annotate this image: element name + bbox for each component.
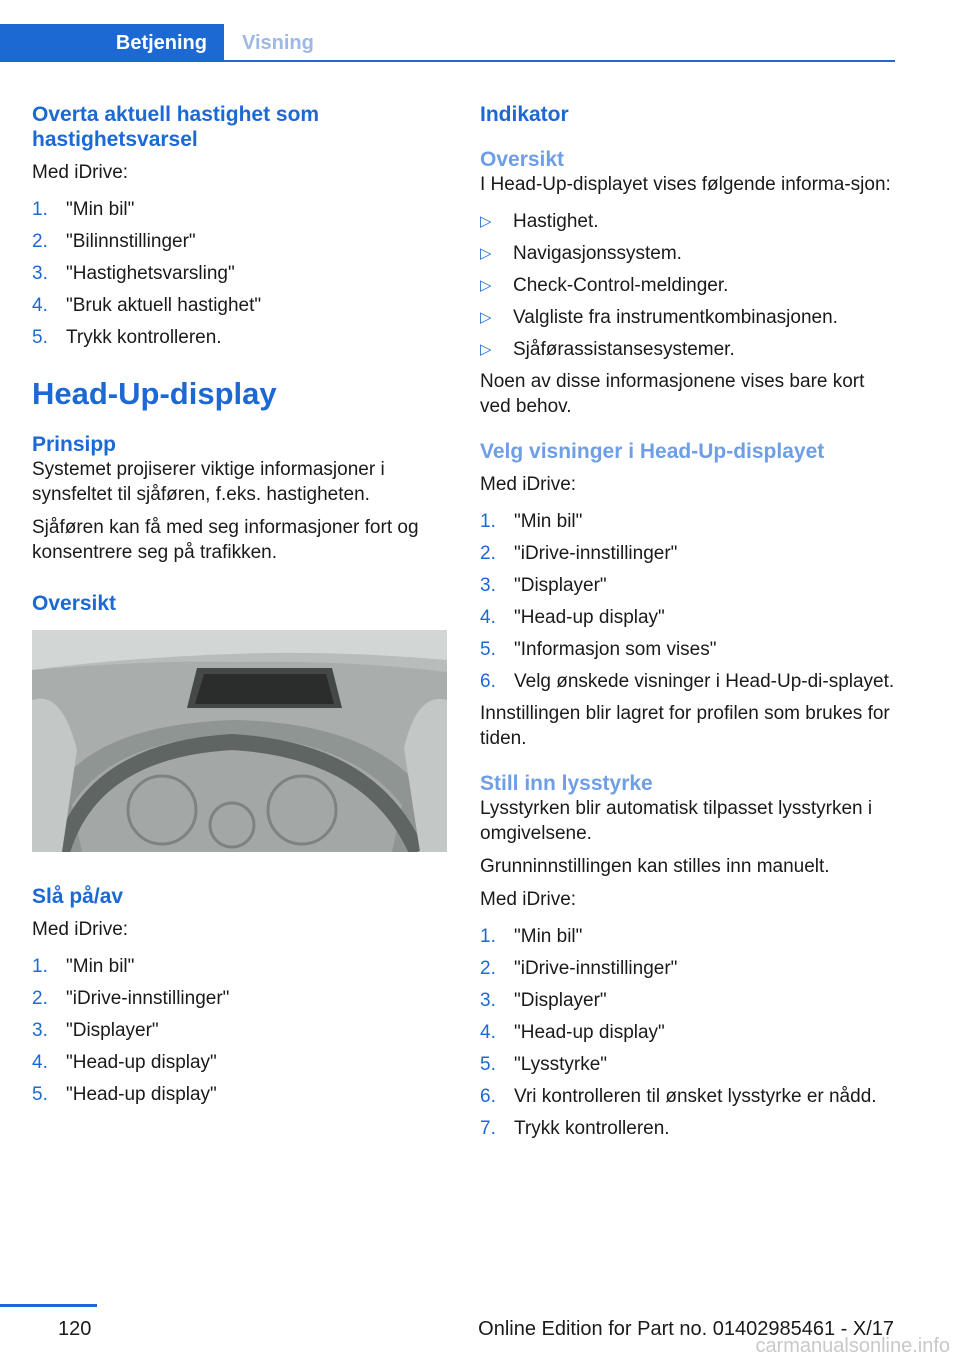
paragraph: Noen av disse informasjonene vises bare kort ved behov. bbox=[480, 371, 865, 417]
section-intro: Med iDrive: bbox=[32, 162, 129, 183]
paragraph: Sjåføren kan få med seg informasjoner fort og konsentrere seg på trafikken. bbox=[32, 517, 419, 563]
watermark: carmanualsonline.info bbox=[755, 1335, 950, 1357]
left-column bbox=[32, 102, 452, 1114]
edition-info: Online Edition for Part no. 01402985461 - X/17 bbox=[478, 1318, 894, 1340]
step-list-velg bbox=[480, 509, 900, 694]
list-item: ▷ Hastighet. bbox=[480, 211, 599, 232]
triangle-bullet-icon: ▷ bbox=[480, 277, 492, 294]
list-item: 7. Trykk kontrolleren. bbox=[480, 1118, 670, 1139]
section-title-indikator: Indikator bbox=[480, 103, 569, 126]
footer-rule bbox=[0, 1304, 97, 1307]
paragraph: I Head-Up-displayet vises følgende informa-sjon: bbox=[480, 174, 891, 195]
list-item: 3. "Displayer" bbox=[480, 990, 607, 1011]
list-item: 4. "Bruk aktuell hastighet" bbox=[32, 295, 262, 316]
paragraph: Innstillingen blir lagret for profilen som brukes for tiden. bbox=[480, 703, 890, 749]
page-number: 120 bbox=[58, 1318, 92, 1340]
list-item: 1. "Min bil" bbox=[480, 511, 583, 532]
list-item: 1. "Min bil" bbox=[32, 199, 135, 220]
list-item: 1. "Min bil" bbox=[32, 956, 135, 977]
list-item: 5. "Head-up display" bbox=[32, 1084, 217, 1105]
page-title: Head-Up-display bbox=[32, 376, 277, 411]
list-item: 2. "Bilinnstillinger" bbox=[32, 231, 196, 252]
section-title-overta: Overta aktuell hastighet som hastighetsvarsel bbox=[32, 103, 320, 151]
list-item: 1. "Min bil" bbox=[480, 926, 583, 947]
list-item: 3. "Hastighetsvarsling" bbox=[32, 263, 235, 284]
list-item: ▷ Check-Control-meldinger. bbox=[480, 275, 729, 296]
paragraph: Grunninnstillingen kan stilles inn manuelt. bbox=[480, 856, 830, 877]
list-item: 5. "Lysstyrke" bbox=[480, 1054, 608, 1075]
section-intro: Med iDrive: bbox=[480, 889, 577, 910]
section-title-velg-visninger: Velg visninger i Head-Up-displayet bbox=[480, 440, 825, 463]
triangle-bullet-icon: ▷ bbox=[480, 341, 492, 358]
bullet-list-oversikt bbox=[480, 209, 900, 362]
list-item: 4. "Head-up display" bbox=[480, 607, 665, 628]
list-item: 2. "iDrive-innstillinger" bbox=[480, 958, 678, 979]
list-item: 2. "iDrive-innstillinger" bbox=[32, 988, 230, 1009]
triangle-bullet-icon: ▷ bbox=[480, 245, 492, 262]
paragraph: Lysstyrken blir automatisk tilpasset lysstyrken i omgivelsene. bbox=[480, 798, 873, 844]
dashboard-illustration bbox=[32, 630, 447, 852]
section-title-oversikt-right: Oversikt bbox=[480, 148, 565, 171]
list-item: ▷ Navigasjonssystem. bbox=[480, 243, 682, 264]
head-up-display-illustration bbox=[32, 630, 447, 852]
step-list-onoff bbox=[32, 954, 452, 1107]
list-item: 4. "Head-up display" bbox=[480, 1022, 665, 1043]
list-item: 2. "iDrive-innstillinger" bbox=[480, 543, 678, 564]
list-item: ▷ Sjåførassistansesystemer. bbox=[480, 339, 735, 360]
tab-visning[interactable]: Visning bbox=[242, 32, 314, 54]
paragraph: Systemet projiserer viktige informasjoner i synsfeltet til sjåføren, f.eks. hastigheten. bbox=[32, 459, 385, 505]
section-title-still-inn-lysstyrke: Still inn lysstyrke bbox=[480, 772, 653, 795]
list-item: 4. "Head-up display" bbox=[32, 1052, 217, 1073]
section-intro: Med iDrive: bbox=[480, 474, 577, 495]
section-intro: Med iDrive: bbox=[32, 919, 129, 940]
list-item: 3. "Displayer" bbox=[32, 1020, 159, 1041]
section-title-prinsipp: Prinsipp bbox=[32, 433, 117, 456]
step-list-lysstyrke bbox=[480, 924, 900, 1141]
section-title-slaa-paa-av: Slå på/av bbox=[32, 885, 124, 908]
right-column bbox=[480, 102, 900, 1148]
header-tabbar bbox=[0, 24, 895, 62]
list-item: ▷ Valgliste fra instrumentkombinasjonen. bbox=[480, 307, 838, 328]
list-item: 3. "Displayer" bbox=[480, 575, 607, 596]
section-title-oversikt: Oversikt bbox=[32, 592, 117, 615]
list-item: 5. "Informasjon som vises" bbox=[480, 639, 717, 660]
step-list-overta bbox=[32, 197, 452, 350]
list-item: 6. Velg ønskede visninger i Head-Up-di-splayet. bbox=[480, 671, 895, 692]
list-item: 6. Vri kontrolleren til ønsket lysstyrke er nådd. bbox=[480, 1086, 877, 1107]
tab-betjening[interactable]: Betjening bbox=[0, 24, 224, 62]
triangle-bullet-icon: ▷ bbox=[480, 309, 492, 326]
list-item: 5. Trykk kontrolleren. bbox=[32, 327, 222, 348]
triangle-bullet-icon: ▷ bbox=[480, 213, 492, 230]
